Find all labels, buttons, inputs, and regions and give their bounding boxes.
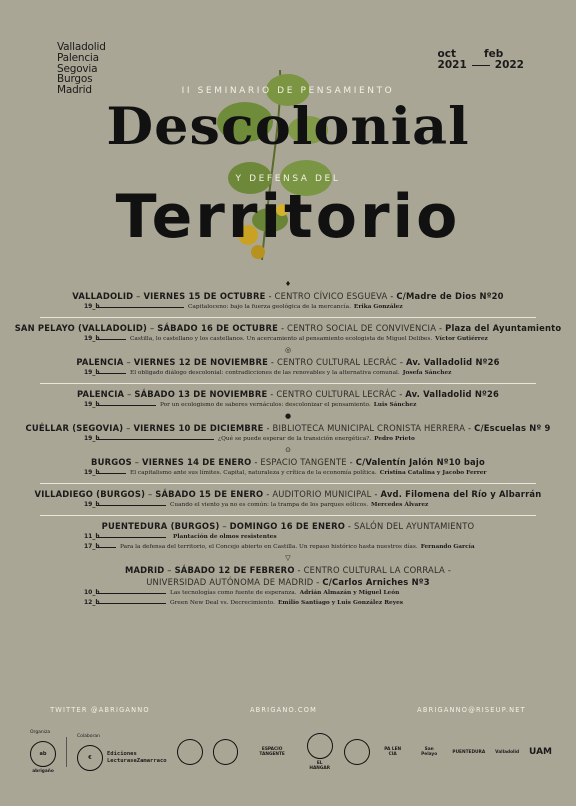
event-city: SAN PELAYO (VALLADOLID) [14,323,148,333]
event-venue: CENTRO CULTURAL LECRÁC [276,389,397,399]
talk-row [84,542,576,552]
talk-time: 17_h [84,543,100,550]
talk-time: 19_h [84,435,100,442]
footer-links [0,706,576,714]
event-date: SÁBADO 13 DE NOVIEMBRE [134,389,268,399]
espacio-tangente-logo: ESPACIO TANGENTE [259,747,285,757]
title-descolonial-text: Descolonial [106,95,470,157]
event-date: VIERNES 12 DE NOVIEMBRE [133,357,269,367]
divider-line [40,383,536,384]
event [0,388,576,410]
event-city: BURGOS [91,457,132,467]
event-venue-2: UNIVERSIDAD AUTÓNOMA DE MADRID [146,577,314,587]
talk-line [96,505,166,506]
section-mark: ⊙ [285,446,291,454]
event-address: C/Madre de Dios Nº20 [396,291,504,301]
talk-speaker: Cristina Catalina y Jacobo Ferrer [379,470,487,476]
event-venue: SALÓN DEL AYUNTAMIENTO [354,521,475,531]
event-date: SÁBADO 16 DE OCTUBRE [157,323,279,333]
title-descolonial [0,91,576,161]
talk-speaker: Plantación de olmos resistentes [173,534,277,540]
hangar-name: EL HANGAR [309,761,331,771]
city: Burgos [57,73,93,86]
event-city: PALENCIA [76,357,124,367]
website-link[interactable]: ABRIGANO.COM [249,706,317,714]
event [0,322,576,344]
event-date: SÁBADO 12 DE FEBRERO [174,565,295,575]
talk-time: 10_h [84,589,100,596]
event-heading: PALENCIA – SÁBADO 13 DE NOVIEMBRE - CENTRO CULTURAL LECRÁC - Av. Valladolid Nº26 [76,389,500,399]
event-date: VIERNES 14 DE ENERO [142,457,252,467]
talk-row [84,368,576,378]
divider [66,737,67,767]
divider-line [40,483,536,484]
talk-row [84,532,576,542]
logo-strip [30,722,552,782]
date-end-year: 2022 [494,59,524,71]
event [0,520,576,552]
talk-speaker: Pedro Prieto [374,436,415,442]
event-venue: CENTRO CULTURAL LA CORRALA - [303,565,452,575]
talk-speaker: Emilio Santiago y Luis González Reyes [278,600,404,606]
event [0,456,576,478]
section-mark: ♦ [284,280,292,288]
collective-logo-2 [213,739,239,765]
talk-line [96,603,166,604]
event-city: PALENCIA [76,389,125,399]
san-pelayo-logo: San Pelayo [421,747,438,757]
palencia-logo: PA LEN CIA [384,747,402,757]
talk-title: Green New Deal vs. Decrecimiento. [170,600,276,606]
talk-title: ¿Qué se puede esperar de la transición energética?. [218,436,372,442]
colab-name: Ediciones [107,750,137,757]
event-city: PUENTEDURA (BURGOS) [101,521,220,531]
collective-logo [177,739,203,765]
talk-time: 12_h [84,599,100,606]
event-date: DOMINGO 16 DE ENERO [229,521,346,531]
event-heading: MADRID – SÁBADO 12 DE FEBRERO - CENTRO CULTURAL LA CORRALA - [124,565,452,575]
talk-line [96,537,166,538]
talk-row [84,500,576,510]
event-heading: UNIVERSIDAD AUTÓNOMA DE MADRID - C/Carlos Arniches Nº3 [146,577,430,587]
event-venue: CENTRO CULTURAL LECRÁC [277,357,397,367]
email-link[interactable]: ABRIGANNO@RISEUP.NET [417,706,526,714]
date-start-year: 2021 [437,59,467,71]
colab-name-2: LecturaseZamarraco [107,757,167,764]
event-list [0,278,576,608]
talk-line [96,405,156,406]
event-address: C/Escuelas Nº 9 [474,423,551,433]
talk-time: 19_h [84,303,100,310]
talk-time: 11_h [84,533,100,540]
talk-title: Las tecnologías como fuente de esperanza. [170,590,297,596]
event-venue: CENTRO CÍVICO ESGUEVA [274,291,388,301]
date-end-month: feb [484,48,504,60]
event [0,422,576,444]
event [0,488,576,510]
city: Palencia [57,51,99,64]
talk-line [96,373,126,374]
event-address: Avd. Filomena del Río y Albarrán [380,489,542,499]
talk-speaker: Fernando García [420,544,475,550]
talk-time: 19_h [84,469,100,476]
talk-title: El capitalismo ante sus límites. Capital, naturaleza y crítica de la economía política. [130,470,377,476]
talk-time: 19_h [84,401,100,408]
event [0,356,576,378]
organizer [30,730,56,774]
talk-time: 19_h [84,369,100,376]
event-heading: CUÉLLAR (SEGOVIA) – VIERNES 10 DE DICIEMBRE - BIBLIOTECA MUNICIPAL CRONISTA HERRERA - C/Escuelas Nº 9 [25,423,551,433]
title-territorio: Territorio [115,182,461,252]
talk-time: 19_h [84,501,100,508]
talk-title: El obligado diálogo descolonial: contradicciones de las renovables y la alternativa comunal. [130,370,400,376]
event-venue: BIBLIOTECA MUNICIPAL CRONISTA HERRERA [272,423,466,433]
talk-row [84,302,576,312]
event-date: SÁBADO 15 DE ENERO [155,489,264,499]
talk-line [96,439,214,440]
date-start-month: oct [437,48,456,60]
city: Valladolid [57,41,106,53]
event-city: VALLADOLID [72,291,134,301]
twitter-link[interactable]: TWITTER @ABRIGANNO [50,706,150,714]
talk-speaker: Adrián Almazán y Miguel León [299,590,400,596]
event-address: Av. Valladolid Nº26 [405,357,500,367]
talk-title: Castilla, lo castellano y los castellanos. Un acercamiento al pensamiento ecologista de Miguel Delibes. [130,336,433,342]
event-heading: BURGOS – VIERNES 14 DE ENERO - ESPACIO TANGENTE - C/Valentín Jalón Nº10 bajo [91,457,485,467]
event-city: VILLADIEGO (BURGOS) [34,489,146,499]
section-mark: ● [284,412,292,420]
hangar-logo [307,733,333,759]
valladolid-logo: Valladolid [495,749,520,755]
event-heading: VILLADIEGO (BURGOS) – SÁBADO 15 DE ENERO - AUDITORIO MUNICIPAL - Avd. Filomena del Río y Albarrán [34,489,542,499]
section-mark: ◎ [284,346,292,354]
talk-line [96,473,126,474]
talk-row [84,434,576,444]
event-venue: AUDITORIO MUNICIPAL [272,489,372,499]
collaborators [77,734,167,771]
event-city: MADRID [124,565,165,575]
talk-row [84,334,576,344]
talk-title: Para la defensa del territorio, el Concejo abierto en Castilla. Un repaso histórico hasta nuestros días. [120,544,418,550]
event-heading: PUENTEDURA (BURGOS) – DOMINGO 16 DE ENERO - SALÓN DEL AYUNTAMIENTO [101,521,475,531]
talk-time: 19_h [84,335,100,342]
event-heading: SAN PELAYO (VALLADOLID) – SÁBADO 16 DE OCTUBRE - CENTRO SOCIAL DE CONVIVENCIA - Plaza del Ayuntamiento [14,323,562,333]
talk-speaker: Josefa Sánchez [402,370,452,376]
event [0,290,576,312]
puentedura-logo: PUENTEDURA [452,749,486,755]
organiza-label: Organiza [30,730,51,735]
date-dash [472,65,490,66]
divider-line [40,515,536,516]
abrigano-name: abrigaño [32,769,54,774]
event-venue: CENTRO SOCIAL DE CONVIVENCIA [287,323,437,333]
event-heading: VALLADOLID – VIERNES 15 DE OCTUBRE - CENTRO CÍVICO ESGUEVA - C/Madre de Dios Nº20 [72,291,504,301]
talk-row [84,598,576,608]
talk-title: Cuando el viento ya no es común: la trampa de los parques eólicos. [170,502,369,508]
section-mark: ▽ [285,554,291,562]
talk-line [96,307,184,308]
event-address: C/Valentín Jalón Nº10 bajo [355,457,485,467]
talk-speaker: Luis Sánchez [373,402,417,408]
talk-line [96,547,116,548]
event-city: CUÉLLAR (SEGOVIA) [25,423,124,433]
ediciones-logo: € [77,745,103,771]
event-date: VIERNES 15 DE OCTUBRE [143,291,266,301]
talk-row [84,468,576,478]
talk-speaker: Víctor Gutiérrez [435,336,488,342]
event-date: VIERNES 10 DE DICIEMBRE [133,423,264,433]
colaboran-label: Colaboran [77,733,100,739]
subtitle-middle: Y DEFENSA DEL [235,174,341,184]
subtitle-top: II SEMINARIO DE PENSAMIENTO [181,86,395,96]
talk-speaker: Erika González [353,304,403,310]
event-address: C/Carlos Arniches Nº3 [322,577,430,587]
city: Segovia [57,62,98,75]
talk-row [84,588,576,598]
talk-row [84,400,576,410]
event [0,564,576,608]
uam-logo: UAM [529,746,552,757]
event-address: Av. Valladolid Nº26 [405,389,500,399]
talk-speaker: Mercedes Álvarez [371,502,429,508]
event-venue: ESPACIO TANGENTE [260,457,347,467]
date-range [438,49,524,71]
city: Madrid [57,84,92,97]
talk-title: Capitaloceno: bajo la fuerza geológica de la mercancía. [188,304,351,310]
abrigano-logo: ab [30,741,56,767]
talk-line [96,339,126,340]
talk-title: Por un ecologismo de saberes vernáculos: descolonizar el pensamiento. [160,402,371,408]
divider-line [40,317,536,318]
event-heading: PALENCIA – VIERNES 12 DE NOVIEMBRE - CENTRO CULTURAL LECRÁC - Av. Valladolid Nº26 [76,357,500,367]
collective-logo-3 [344,739,370,765]
talk-line [96,593,166,594]
event-address: Plaza del Ayuntamiento [445,323,562,333]
